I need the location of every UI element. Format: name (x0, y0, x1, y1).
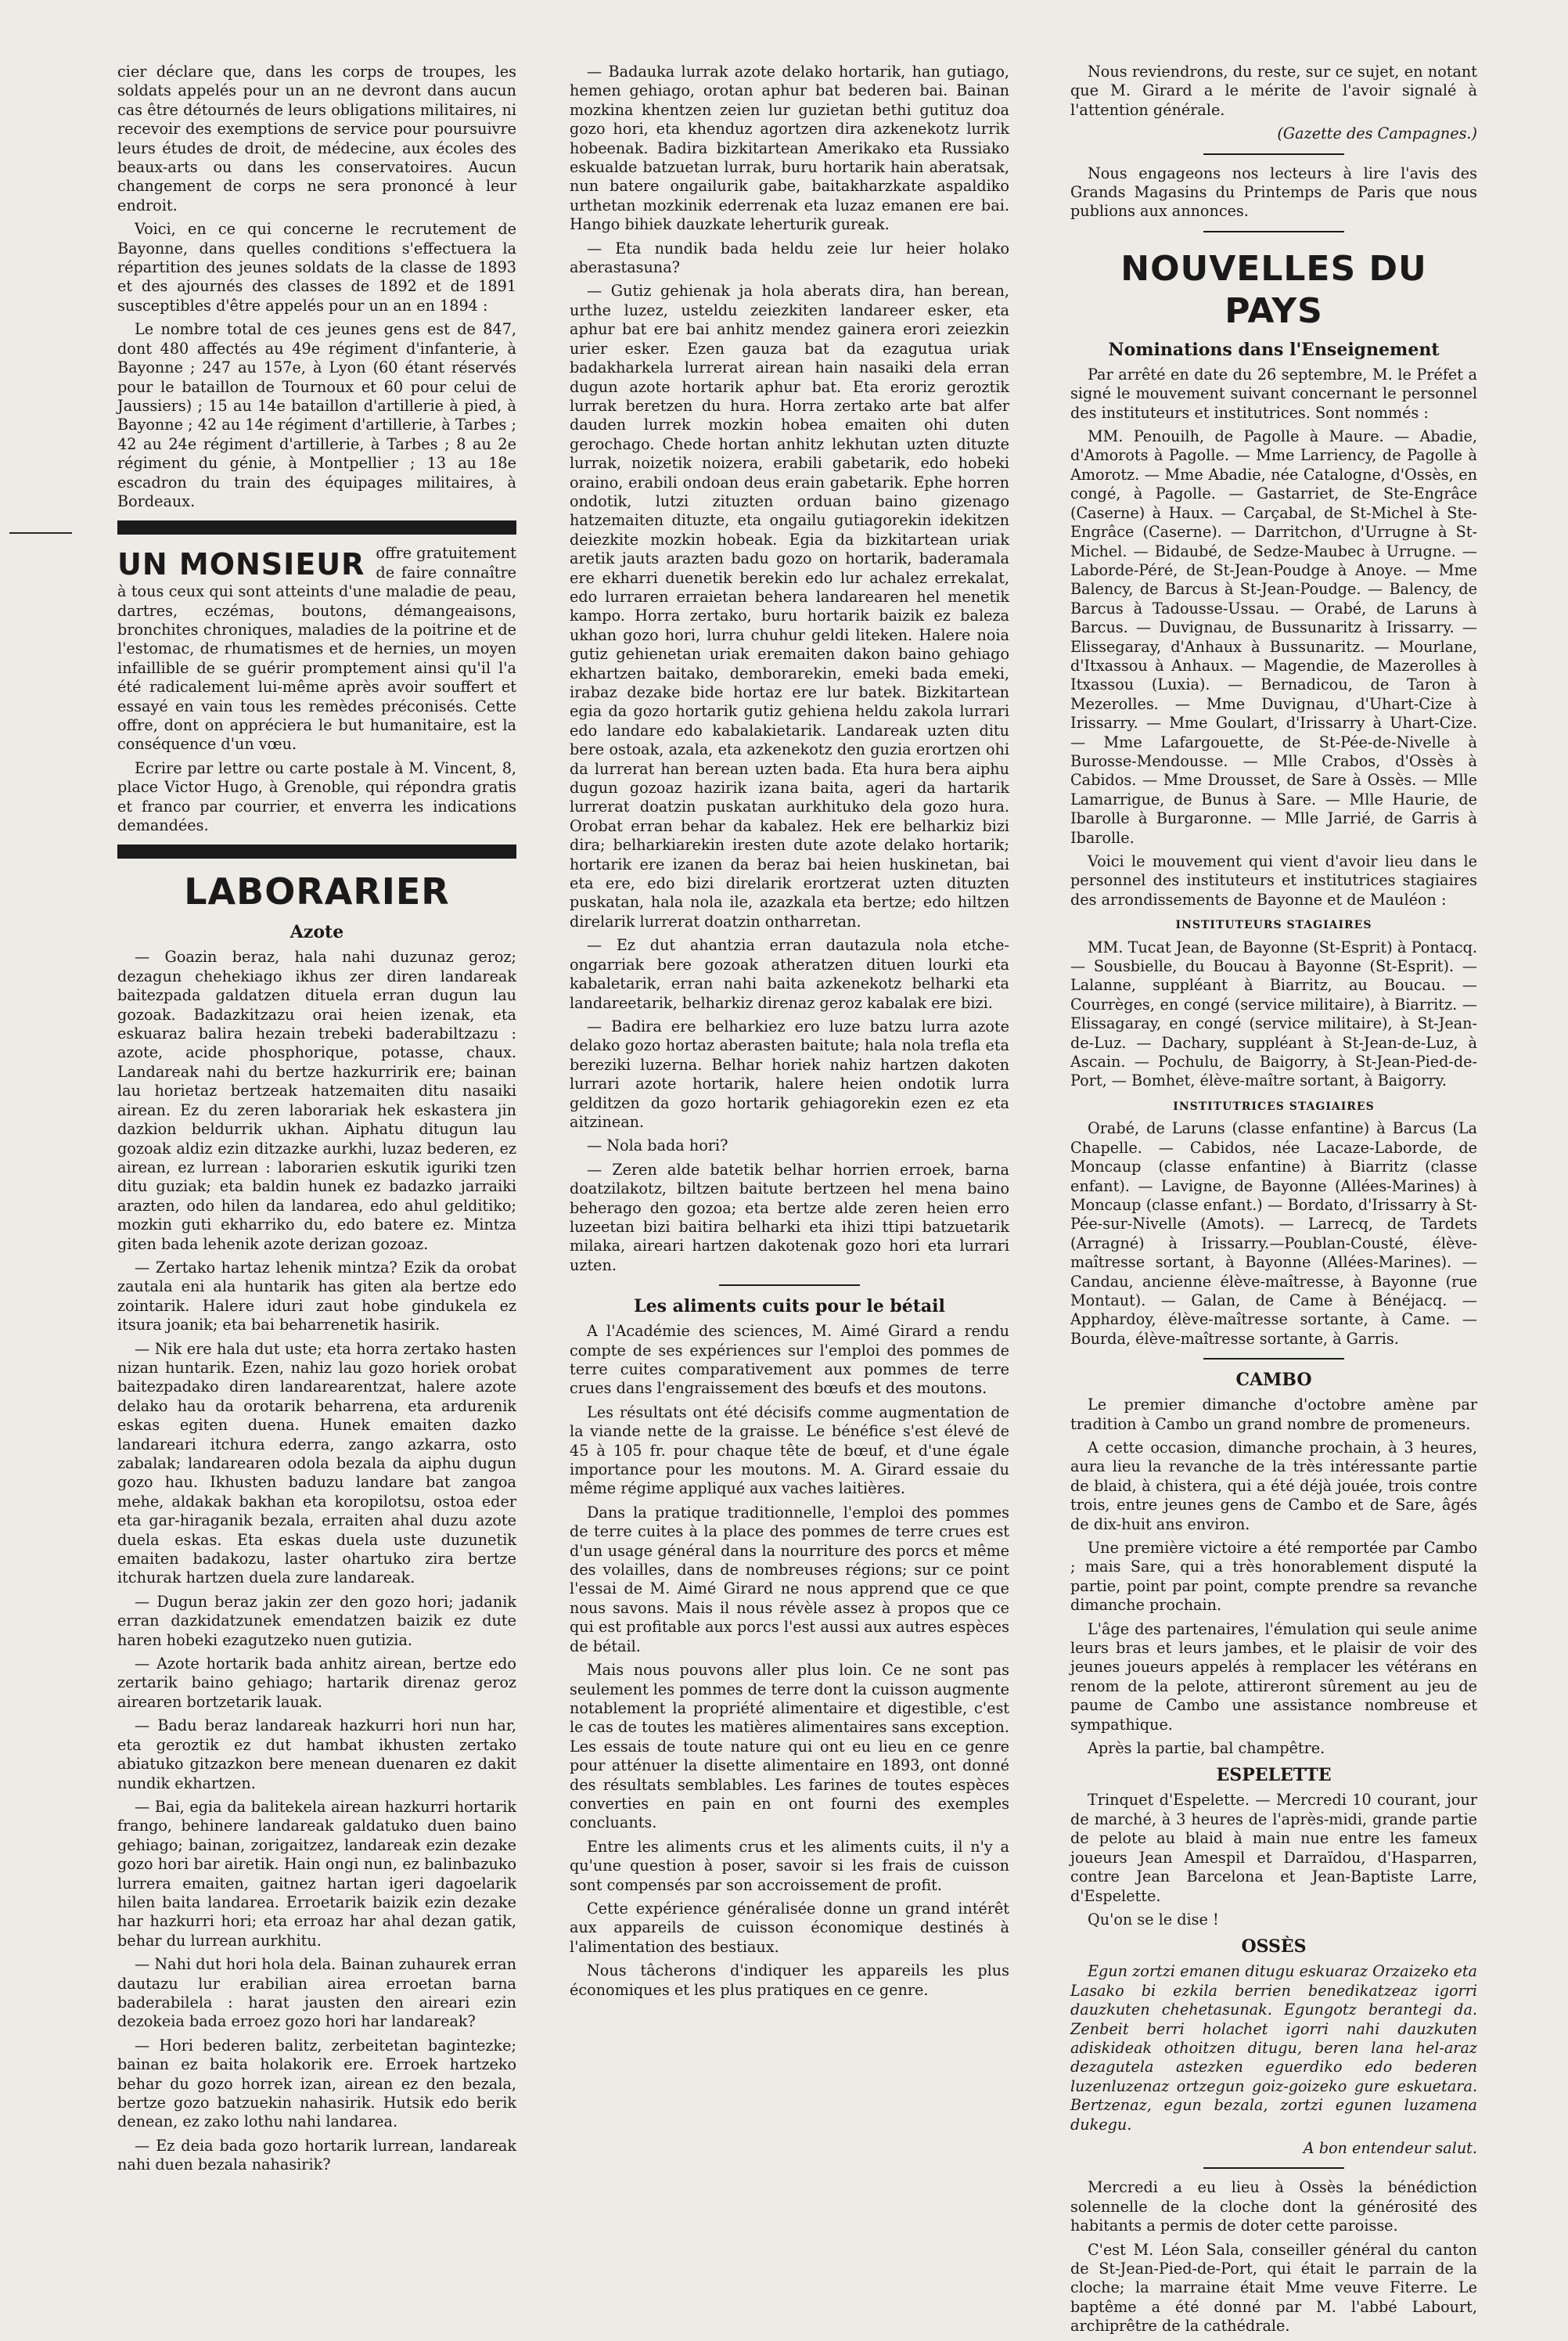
column1-intro-3: Le nombre total de ces jeunes gens est de 847, dont 480 affectés au 49e régiment d'infanterie, à Bayonne ; 247 au 157e, à Lyon (60 étant réservés pour le bataillon de Tournoux et 60 pour celui de Jaussiers) ; 15 au 14e bataillon d'artillerie à pied, à Bayonne ; 42 au 14e régiment d'artillerie, à Tarbes ; 42 au 24e régiment d'artillerie, à Tarbes ; 8 au 2e régiment du génie, à Montpellier ; 13 au 18e escadron du train des équipages militaires, à Bordeaux. (117, 320, 516, 510)
institutrices-text: Orabé, de Laruns (classe enfantine) à Barcus (La Chapelle. — Cabidos, née Lacaze-Laborde, de Moncaup (classe enfantine) à Biarritz (classe enfant). — Lavigne, de Bayonne (Allées-Marines) à Moncaup (classe enfant.) — Bordato, d'Irissarry à St-Pée-sur-Nivelle (Amots). — Larrecq, de Tardets (Arragné) à Irissarry.—Poublan-Cousté, élève-maîtresse sortant, à Bayonne (Allées-Marines). — Candau, ancienne élève-maîtresse, à Bayonne (rue Montaut). — Galan, de Came à Bénéjacq. — Apphardoy, élève-maîtresse sortante, à Came. — Bourda, élève-maîtresse sortante, à Garris. (1070, 1119, 1477, 1348)
azote-paragraph: — Ez dut ahantzia erran dautazula nola etche-ongarriak bere gozoak atheratzen dituen lourki eta kabaletarik, erran nahi baita azkenekotz belharki eta landareetarik, belharkiz direnaz geroz kabalak ere bizi. (570, 936, 1009, 1012)
short-divider (1203, 1358, 1344, 1360)
azote-paragraph: — Eta nundik bada heldu zeie lur heier holako aberastasuna? (570, 239, 1009, 277)
column-2 (570, 63, 1009, 2004)
espelette-title: ESPELETTE (1216, 1765, 1332, 1786)
short-divider (1203, 2167, 1344, 2169)
black-rule (117, 520, 516, 535)
institutrices-heading: INSTITUTRICES STAGIAIRES (1173, 1100, 1375, 1113)
azote-paragraph: — Hori bederen balitz, zerbeitetan bagintezke; bainan ez baita holakorik ere. Erroek hartzeko behar du gozo horrek izan, airean ez den bezala, bertze gozo batzuekin nahasirik. Hutsik edo berik denean, ez zako lothu nahi landarea. (117, 2036, 516, 2131)
espelette-paragraph: Qu'on se le dise ! (1088, 1910, 1219, 1929)
azote-paragraph: — Bai, egia da balitekela airean hazkurri hortarik frango, behinere landareak galdatuko duen baino gehiago; bainan, zorigaitzez, landareak ezin dezake gozo hori bar airetik. Hain ongi nun, ez balinbazuko lurrera emaiten, gaitnez hartan igeri dagoelarik hilen baita landarea. Erroetarik baizik ezin dezake har hazkurri hori; eta erroaz har ahal dezan gatik, behar du lurrean aurkhitu. (117, 1797, 516, 1950)
instituteurs-text: MM. Tucat Jean, de Bayonne (St-Esprit) à Pontacq. — Sousbielle, du Boucau à Bayonne (St-Esprit). — Lalanne, suppléant à Biarritz, au Boucau. — Courrèges, en congé (service militaire), à Biarritz. — Elissagaray, en congé (service militaire), à St-Jean-de-Luz. — Dachary, suppléant à St-Jean-de-Luz, à Ascain. — Pochulu, de Baigorry, à St-Jean-Pied-de-Port, — Bomhet, élève-maître sortant, à Baigorry. (1070, 938, 1477, 1090)
cambo-paragraph: A cette occasion, dimanche prochain, à 3 heures, aura lieu la revanche de la très intéressante partie de blaid, à chistera, qui a été déjà jouée, trois contre trois, entre jeunes gens de Cambo et de Sare, âgés de dix-huit ans environ. (1070, 1438, 1477, 1533)
aliments-paragraph: Entre les aliments crus et les aliments cuits, il n'y a qu'une question à poser, savoir si les frais de cuisson sont compensés par son accroissement de profit. (570, 1837, 1009, 1894)
azote-paragraph: — Goazin beraz, hala nahi duzunaz geroz; dezagun chehekiago ikhus zer diren landareak baitezpada galdatzen dituela erran dugun lau gozoak. Badazkitzazu orai heien izenak, eta eskuaraz balira hezain trebeki baderabiltzazu : azote, acide phosphorique, potasse, chaux. Landareak nahi du bertze hazkurririk ere; bainan lau horietaz bertzeak hatzemaiten ditu nasaiki airean. Ez du zeren laborariak hek eskastera jin dazkion beldurrik ukhan. Aiphatu ditugun lau gozoak aldiz ezin ditzazke aurkhi, luzaz bederen, ez airean, ez lurrean : laborarien eskutik iguriki tzen ditu guziak; eta baldin hunek ez badazko jarraiki arazten, odo hilen da landarea, edo ahul gelditiko; mozkin guti ekharriko du, edo batere ez. Mintza giten bada lehenik azote derizan gozoaz. (117, 948, 516, 1253)
azote-paragraph: — Dugun beraz jakin zer den gozo hori; jadanik erran dazkidatzunek emendatzen baizik ez dute haren hobeki ezagutzeko nuen gutizia. (117, 1592, 516, 1649)
aliments-title: Les aliments cuits pour le bétail (634, 1296, 945, 1317)
monsieur-heading: UN MONSIEUR (117, 547, 365, 582)
osses-end: A bon entendeur salut. (1303, 2138, 1477, 2157)
cambo-paragraph: Le premier dimanche d'octobre amène par tradition à Cambo un grand nombre de promeneurs. (1070, 1396, 1477, 1433)
azote-paragraph: — Badira ere belharkiez ero luze batzu lurra azote delako gozo hortaz aberasten baitute; hala nola trefla eta bereziki luzerna. Belhar horiek nahiz hartzen dakoten lurrari azote hortarik, halere heien ondotik lurra gelditzen da gozo hortarik gehiagorekin ezen ez eta aitzinean. (570, 1017, 1009, 1131)
azote-paragraph: — Nik ere hala dut uste; eta horra zertako hasten nizan huntarik. Ezen, nahiz lau gozo horiek orobat baitezpadako diren landarearentzat, halere azote delako hau da orotarik beharrena, eta ardurenik eskas egiten duena. Hunek emaiten dazko landareari itchura ederra, zango azkarra, osto zabalak; landarearen odola bezala da aiphu dugun gozo hau. Ikhusten baduzu landare bat zangoa mehe, aldakak bakhan eta koropilotsu, ostoa eder eta gar-hiraganik bezala, erraiten ahal duzu azote duela eskas. Eta eskas duela uste duzunetik emaiten badakozu, laster ohartuko zira bertze itchurak hartzen duela zure landareak. (117, 1339, 516, 1587)
aliments-paragraph: Mais nous pouvons aller plus loin. Ce ne sont pas seulement les pommes de terre dont la cuisson augmente notablement la propriété alimentaire et digestible, c'est le cas de toutes les matières alimentaires sans exception. Les essais de toute nature qui ont eu lieu en ce genre pour atténuer la disette alimentaire en 1893, ont donné des résultats semblables. Les farines de toutes espèces converties en pain en ont fourni des exemples concluants. (570, 1661, 1010, 1832)
monsieur-text-1: offre gratuitement de faire connaître à tous ceux qui sont atteints d'une maladie de peau, dartres, eczémas, boutons, démangeaisons, bronchites chroniques, maladies de la poitrine et de l'estomac, de rhumatismes et de hernies, un moyen infaillible de se guérir promptement ainsi qu'il l'a été radicalement lui-même après avoir souffert et essayé en vain tous les remèdes préconisés. Cette offre, dont on appréciera le but humanitaire, est la conséquence d'un vœu. (117, 544, 516, 754)
azote-paragraph: — Zeren alde batetik belhar horrien erroek, barna doatzilakotz, biltzen baitute bertzeen hel mena baino beherago den gozoa; eta bertze alde zeren heien erro luzeetan bizi baitira belharki eta ihizi ttipi batzuetarik milaka, aireari hartzen dakotenak gozo hori eta lurrari uzten. (570, 1160, 1009, 1274)
aliments-paragraph: Nous tâcherons d'indiquer les appareils les plus économiques et les plus pratiques en ce genre. (570, 1961, 1009, 1999)
column3-intro: Nous reviendrons, du reste, sur ce sujet, en notant que M. Girard a le mérite de l'avoir signalé à l'attention générale. (1070, 63, 1477, 119)
nominations-paragraph: Voici le mouvement qui vient d'avoir lieu dans le personnel des instituteurs et institutrices stagiaires des arrondissements de Bayonne et de Mauléon : (1070, 852, 1477, 909)
magasins-note: Nous engageons nos lecteurs à lire l'avis des Grands Magasins du Printemps de Paris que nous publions aux annonces. (1070, 164, 1477, 221)
cambo-paragraph: Après la partie, bal champêtre. (1088, 1739, 1325, 1758)
monsieur-ad (117, 544, 516, 835)
azote-paragraph: — Gutiz gehienak ja hola aberats dira, han berean, urthe luzez, usteldu zeiezkiten landareer esker, eta aphur bat ere bai anhitz mendez gainera erori zeiezkin urier esker. Ezen gauza bat da ezagutua uriak badakharkela lurrerat airean hain nasaiki dela erran dugun azote hortarik aphur bat. Eta eroriz geroztik lurrak beretzen du hura. Horra zertako arte bat alfer dauden lurrek mozkin hobea emaiten ohi duten gerochago. Chede hortan anhitz lekhutan uzten dituzte lurrak, noizetik noizera, erabili gabetarik, edo hobeki oraino, erabili ondoan deus erain gabetarik. Ephe horren ondotik, lutzi zituzten orduan baino gizenago hatzemaiten dituzte, eta ongailu gutiagorekin idekitzen deiezkite mozkin hobeak. Egia da bizkitartean uriak aretik jauts arazten badu gozo on hortarik, baderamala ere ekharri duenetik berekin edo lur achalez errekalat, edo lurraren erraietan behera landarearen hel menetik kampo. Horra zertako, buru hortarik baizik ez baleza ukhan gozo hori, lurra chuhur geldi liteken. Halere noia gutiz gehienetan uriak eremaiten dakon baino gehiago ekhartzen baitako, demborarekin, emeki bada emeki, irabaz dezake bide hortaz ere lur batek. Bizkitartean egia da gozo hortarik gutiz gehiena heldu zakola lurrari edo landare edo kabalakietarik. Landareak uzten ditu bere ostoak, azala, eta azkenekotz den guzia erortzen ohi da lurrerat han berean uzten bada. Eta hura bera aiphu dugun gozoaz hazirik izana baita, ageri da hartarik lurrerat doatzin puskatan aurkhituko dela gozo hura. Orobat erran behar da kabalez. Hek ere belharkiz bizi dira; belharkiarekin iresten dute azote delako hortarik; hortarik ere izanen da beraz bai heien huskinetan, bai eta ere, edo bizi direlarik erortzerat uzten dituzten puskatan, hala nola ile, azazkala eta bertze; edo hiltzen direlarik lurrerat doatzin ontharretan. (570, 282, 1009, 931)
column1-intro-2: Voici, en ce qui concerne le recrutement de Bayonne, dans quelles conditions s'effectuera la répartition des jeunes soldats de la classe de 1893 et des ajournés des classes de 1892 et de 1891 susceptibles d'être appelés pour un an en 1894 : (117, 220, 516, 315)
instituteurs-heading: INSTITUTEURS STAGIAIRES (1175, 919, 1372, 932)
azote-paragraph: — Azote hortarik bada anhitz airean, bertze edo zertarik baino gehiago; hartarik direnaz geroz airearen bortzetarik lauak. (117, 1655, 516, 1711)
aliments-paragraph: Les résultats ont été décisifs comme augmentation de la viande nette de la graisse. Le bénéfice s'est élevé de 45 à 105 fr. pour chaque tête de bœuf, et d'une égale importance pour les moutons. M. A. Girard essaie du même régime appliqué aux vaches laitières. (570, 1403, 1009, 1498)
gazette-credit: (Gazette des Campagnes.) (1277, 124, 1477, 143)
azote-paragraph: — Badu beraz landareak hazkurri hori nun har, eta geroztik ez dut hambat ikhusten zertako abiatuko gitzazkon bere menean duenaren ez dakit nundik ekhartzen. (117, 1716, 516, 1792)
cambo-paragraph: L'âge des partenaires, l'émulation qui seule anime leurs bras et leurs jambes, et le plaisir de voir des jeunes joueurs appelés à remplacer les vétérans en renom de la pelote, attireront sûrement au jeu de paume de Cambo une assistance nombreuse et sympathique. (1070, 1619, 1477, 1734)
black-rule (117, 845, 516, 859)
osses-paragraph: Mercredi a eu lieu à Ossès la bénédiction solennelle de la cloche dont la générosité des habitants a permis de doter cette paroisse. (1070, 2178, 1477, 2235)
osses-paragraph: C'est M. Léon Sala, conseiller général du canton de St-Jean-Pied-de-Port, qui était le parrain de la cloche; la marraine était Mme veuve Fiterre. Le baptême a été donné par M. l'abbé Labourt, archiprêtre de la cathédrale. (1070, 2240, 1477, 2336)
column-3 (1070, 63, 1477, 2341)
laborarier-title: LABORARIER (184, 870, 450, 913)
cambo-paragraph: Une première victoire a été remportée par Cambo ; mais Sare, qui a très honorablement disputé la partie, point par point, compte prendre sa revanche dimanche prochain. (1070, 1539, 1477, 1615)
nominations-paragraph: Par arrêté en date du 26 septembre, M. le Préfet a signé le mouvement suivant concernant le personnel des instituteurs et institutrices. Sont nommés : (1070, 365, 1477, 422)
azote-paragraph: — Nahi dut hori hola dela. Bainan zuhaurek erran dautazu lur erabilian airea erroetan barna baderabilela : harat jausten den aireari ezin dezokeia bada erroez gozo hori har landareak? (117, 1955, 516, 2031)
azote-title: Azote (290, 922, 344, 943)
short-divider (1203, 153, 1344, 155)
short-divider (1203, 231, 1344, 232)
nominations-paragraph: MM. Penouilh, de Pagolle à Maure. — Abadie, d'Amorots à Pagolle. — Mme Larriency, de Pagolle à Amorotz. — Mme Abadie, née Catalogne, d'Ossès, en congé, à Pagolle. — Gastarriet, de Ste-Engrâce (Caserne) à Haux. — Carçabal, de St-Michel à Ste-Engrâce (Caserne). — Darritchon, d'Urrugne à St-Michel. — Bidaubé, de Sedze-Maubec à Urrugne. — Laborde-Péré, de St-Jean-Poudge à Anoye. — Mme Balency, de Barcus à St-Jean-Poudge. — Balency, de Barcus à Tadousse-Ussau. — Orabé, de Laruns à Barcus. — Duvignau, de Bussunaritz à Irissarry. — Elissegaray, d'Anhaux à Bussunaritz. — Mourlane, d'Itxassou à Anhaux. — Magendie, de Mazerolles à Itxassou (Luxia). — Bernadicou, de Taron à Mezerolles. — Mme Duvignau, d'Uhart-Cize à Irissarry. — Mme Goulart, d'Irissarry à Uhart-Cize. — Mme Lafargouette, de St-Pée-de-Nivelle à Burosse-Mendousse. — Mlle Crabos, d'Ossès à Cabidos. — Mme Drousset, de Sare à Ossès. — Mlle Lamarrigue, de Bunus à Sare. — Mlle Haurie, de Ibarolle à Burgaronne. — Mlle Jarrié, de Garris à Ibarolle. (1070, 427, 1477, 847)
osses-italic: Egun zortzi emanen ditugu eskuaraz Orzaizeko eta Lasako bi ezkila berrien benedikatzeaz igorri dauzkuten chehetasunak. Egungotz berantegi da. Zenbeit berri holachet igorri nahi dauzkuten adiskideak othoitzen ditugu, beren lana hel-araz dezagutela astezken eguerdiko edo bederen luzenluzenaz ortzegun goiz-goizeko gure eskuetara. Bertzenaz, egun bezala, zortzi egunen luzamena dukegu. (1070, 1962, 1477, 2134)
monsieur-text-2: Ecrire par lettre ou carte postale à M. Vincent, 8, place Victor Hugo, à Grenoble, qui répondra gratis et franco par courrier, et enverra les indications demandées. (117, 758, 516, 835)
aliments-paragraph: A l'Académie des sciences, M. Aimé Girard a rendu compte de ses expériences sur l'emploi des pommes de terre cuites comparativement aux pommes de terre crues dans l'engraissement des bœufs et des moutons. (570, 1322, 1009, 1398)
azote-paragraph: — Zertako hartaz lehenik mintza? Ezik da orobat zautala eni ala huntarik has giten ala bertze edo zointarik. Halere iduri zaut hobe gindukela ez itsura joanik; eta bai beharrenetik hasirik. (117, 1258, 516, 1334)
margin-mark (9, 532, 72, 534)
aliments-paragraph: Dans la pratique traditionnelle, l'emploi des pommes de terre cuites à la place des pommes de terre crues est d'un usage général dans la nourriture des porcs et même des volailles, dans de nombreuses régions; sur ce point l'essai de M. Aimé Girard ne nous apprend que ce que nous savons. Mais il nous révèle assez à propos que ce qui est profitable aux porcs l'est aussi aux autres espèces de bétail. (570, 1503, 1009, 1655)
column1-intro-1: cier déclare que, dans les corps de troupes, les soldats appelés pour un an ne devront dans aucun cas être détournés de leurs obligations militaires, ni recevoir des exemptions de service pour poursuivre leurs études de droit, de médecine, aux écoles des beaux-arts ou dans les conservatoires. Aucun changement de corps ne sera prononcé à leur endroit. (117, 63, 516, 214)
cambo-title: CAMBO (1235, 1370, 1312, 1391)
column-1 (117, 63, 516, 2180)
espelette-paragraph: Trinquet d'Espelette. — Mercredi 10 courant, jour de marché, à 3 heures de l'après-midi, grande partie de pelote au blaid à main nue entre les fameux joueurs Jean Amespil et Darraïdou, d'Hasparren, contre Jean Barcelona et Jean-Baptiste Larre, d'Espelette. (1070, 1791, 1477, 1905)
osses-title: OSSÈS (1241, 1936, 1307, 1957)
aliments-paragraph: Cette expérience généralisée donne un grand intérêt aux appareils de cuisson économique destinés à l'alimentation des bestiaux. (570, 1899, 1009, 1956)
short-divider (719, 1284, 860, 1286)
nominations-title: Nominations dans l'Enseignement (1108, 339, 1440, 360)
azote-paragraph: — Badauka lurrak azote delako hortarik, han gutiago, hemen gehiago, orotan aphur bat bederen bai. Bainan mozkina khentzen zeien lur guzietan bethi gutituz doa gozo hori, eta khenduz agortzen dira azkenekotz lurrik hobeenak. Badira bizkitartean Amerikako eta Russiako eskualde batzuetan lurrak, buru hortarik hain aberatsak, nun batere ongailurik gabe, baitakharzkate aspaldiko urthetan mozkinik ederrenak eta luzaz emanen ere bai. Hango bihiek dauzkate leherturik gureak. (570, 63, 1009, 234)
nouvelles-title: NOUVELLES DU PAYS (1120, 248, 1427, 331)
azote-paragraph: — Ez deia bada gozo hortarik lurrean, landareak nahi duen bezala nahasirik? (117, 2136, 516, 2174)
azote-paragraph: — Nola bada hori? (587, 1136, 728, 1155)
